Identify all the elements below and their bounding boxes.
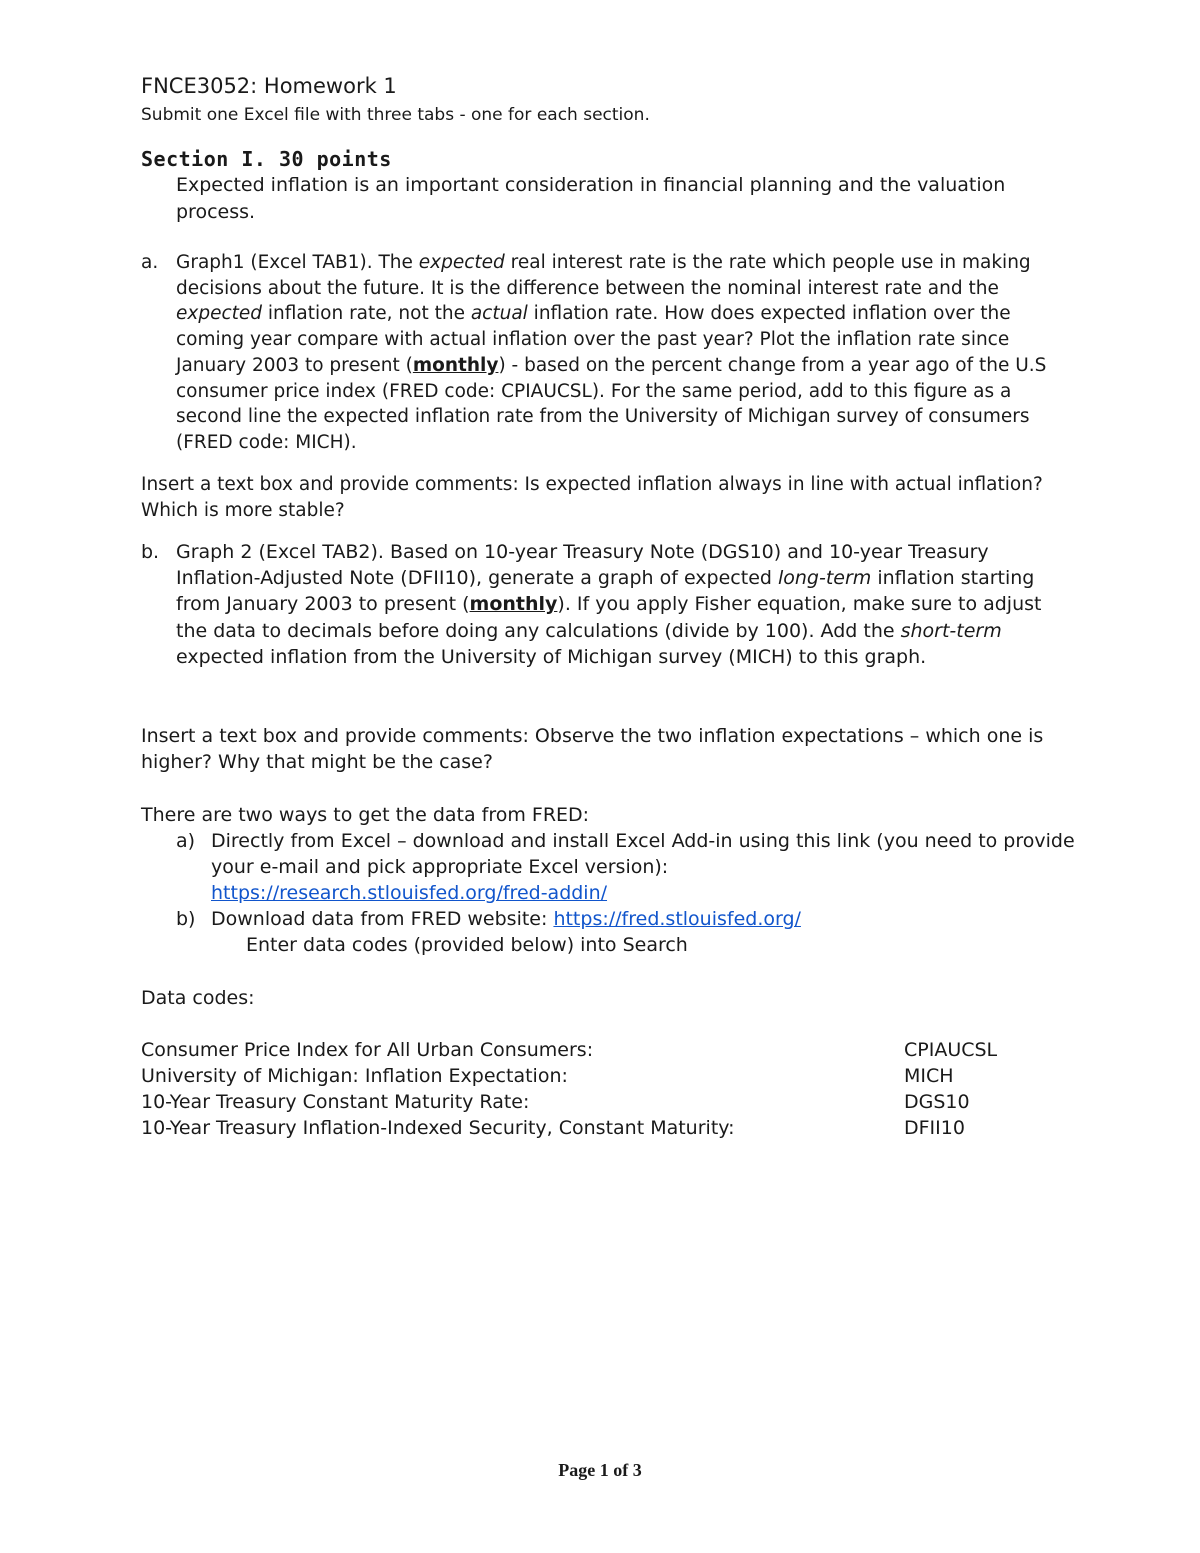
data-code-row (141, 1037, 1081, 1063)
data-code-row (141, 1089, 1081, 1115)
data-methods-intro: There are two ways to get the data from FRED: (141, 804, 590, 826)
method-b (176, 906, 1076, 932)
method-b-marker: b) (176, 908, 196, 930)
question-b (141, 539, 1076, 670)
question-a-text: Graph1 (Excel TAB1). The expected real interest rate is the rate which people use in making decisions about the future. It is the difference between the nominal interest rate and the expected inflation rate, not the actual inflation rate. How does expected inflation over the coming year compare with actual inflation over the past year? Plot the inflation rate since January 2003 to present (monthly) - based on the percent change from a year ago of the U.S consumer price index (FRED code: CPIAUCSL). For the same period, add to this figure as a second line the expected inflation rate from the University of Michigan survey of consumers (FRED code: MICH). (176, 252, 1047, 453)
fred-website-link[interactable]: https://fred.stlouisfed.org/ (553, 908, 801, 930)
question-b-text: Graph 2 (Excel TAB2). Based on 10-year Treasury Note (DGS10) and 10-year Treasury Inflation-Adjusted Note (DFII10), generate a graph of expected long-term inflation starting from January 2003 to present (monthly). If you apply Fisher equation, make sure to adjust the data to decimals before doing any calculations (divide by 100). Add the short-term expected inflation from the University of Michigan survey (MICH) to this graph. (176, 541, 1042, 668)
data-code-row (141, 1115, 1081, 1141)
data-code-label: 10-Year Treasury Constant Maturity Rate: (141, 1091, 530, 1113)
comment-instruction-a: Insert a text box and provide comments: Is expected inflation always in line with actual inflation? Which is more stable? (141, 474, 1043, 521)
data-code-value: DGS10 (904, 1091, 970, 1113)
method-b-text: Download data from FRED website: (211, 908, 554, 930)
section-intro: Expected inflation is an important consideration in financial planning and the valuation process. (176, 174, 1006, 223)
method-a-marker: a) (176, 830, 196, 852)
data-codes-table (141, 1037, 1081, 1141)
submission-instructions: Submit one Excel file with three tabs - one for each section. (141, 105, 650, 125)
data-code-label: Consumer Price Index for All Urban Consumers: (141, 1039, 594, 1061)
data-code-label: 10-Year Treasury Inflation-Indexed Security, Constant Maturity: (141, 1117, 735, 1139)
document-title: FNCE3052: Homework 1 (141, 74, 397, 98)
fred-addin-link[interactable]: https://research.stlouisfed.org/fred-addin/ (211, 882, 608, 904)
method-a (176, 828, 1076, 906)
section-heading: Section I. 30 points (141, 147, 392, 171)
data-code-value: CPIAUCSL (904, 1039, 998, 1061)
question-a-marker: a. (141, 252, 159, 273)
data-code-label: University of Michigan: Inflation Expectation: (141, 1065, 568, 1087)
comment-instruction-b: Insert a text box and provide comments: Observe the two inflation expectations – which one is higher? Why that might be the case? (141, 725, 1044, 773)
data-code-value: MICH (904, 1065, 954, 1087)
question-b-marker: b. (141, 541, 160, 563)
page-number-footer: Page 1 of 3 (558, 1460, 642, 1480)
method-a-text: Directly from Excel – download and install Excel Add-in using this link (you need to provide your e-mail and pick appropriate Excel version): (211, 830, 1075, 878)
enter-codes-instruction: Enter data codes (provided below) into Search (246, 934, 688, 956)
data-codes-heading: Data codes: (141, 987, 255, 1009)
data-code-value: DFII10 (904, 1117, 965, 1139)
question-a (141, 250, 1076, 456)
data-code-row (141, 1063, 1081, 1089)
